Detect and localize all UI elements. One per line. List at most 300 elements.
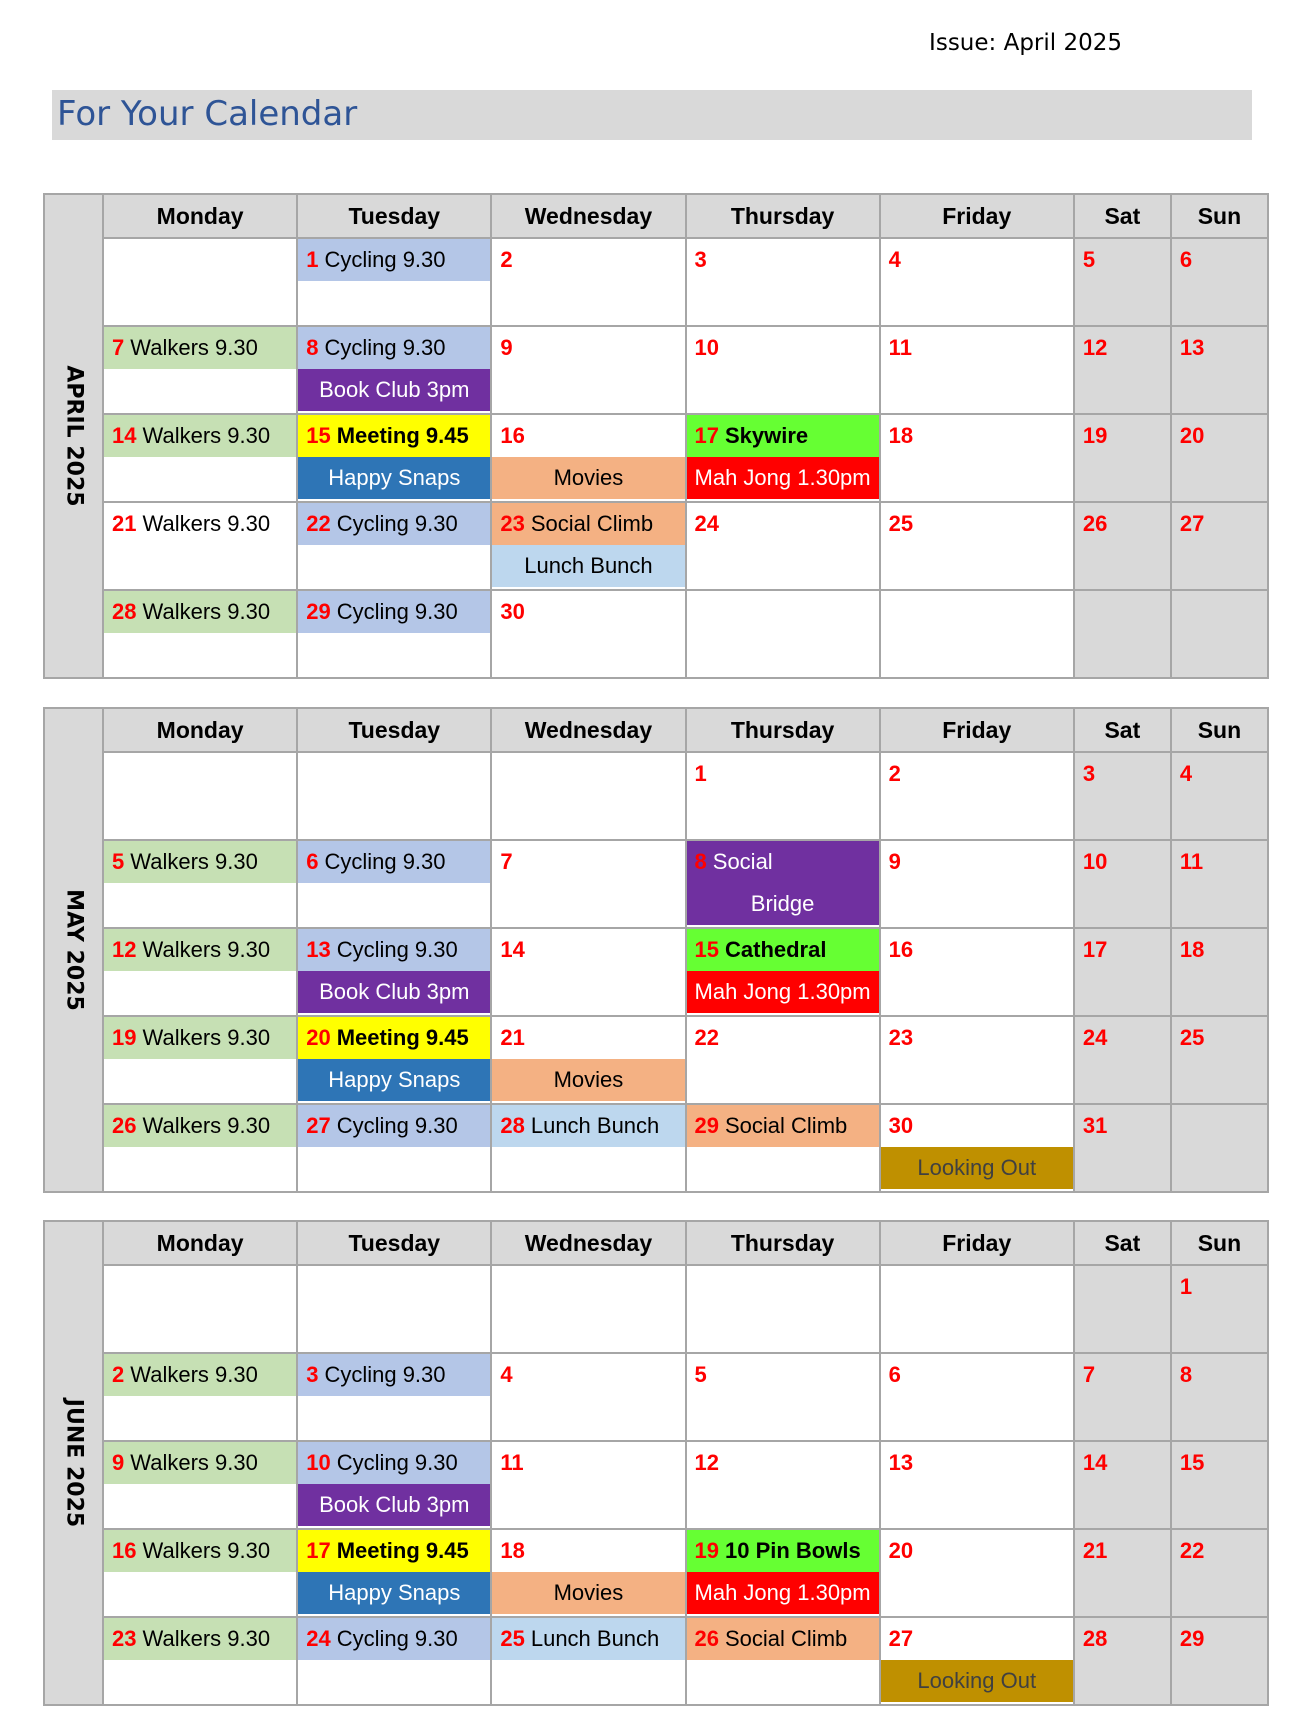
day-header-row	[44, 708, 1268, 752]
day-slot	[881, 1266, 1073, 1308]
event-label: Walkers 9.30	[142, 511, 271, 536]
event-label: Meeting 9.45	[336, 423, 469, 448]
event-entry	[298, 841, 490, 883]
day-number: 16	[888, 937, 914, 962]
day-cell	[297, 1617, 491, 1705]
event-label: Cycling 9.30	[336, 1113, 458, 1138]
day-cell	[1074, 502, 1171, 590]
day-slot	[1172, 1354, 1267, 1396]
day-cell	[880, 752, 1074, 840]
issue-label: Issue: April 2025	[929, 30, 1122, 56]
day-slot	[1075, 503, 1170, 545]
event-entry	[687, 929, 879, 971]
day-slot	[881, 929, 1073, 971]
day-cell	[103, 1617, 297, 1705]
day-cell	[1074, 238, 1171, 326]
day-cell	[297, 414, 491, 502]
day-slot	[1172, 1530, 1267, 1572]
day-number: 21	[112, 511, 137, 536]
month-label: JUNE 2025	[61, 1398, 87, 1528]
day-cell	[103, 502, 297, 590]
day-slot	[1172, 929, 1267, 971]
day-slot	[492, 327, 684, 369]
event-label: Cycling 9.30	[336, 1450, 458, 1475]
day-cell	[686, 1016, 880, 1104]
day-cell	[1171, 1441, 1268, 1529]
event-entry	[104, 1017, 296, 1059]
day-slot	[881, 503, 1073, 545]
day-cell	[686, 752, 880, 840]
day-number: 12	[1082, 335, 1108, 360]
event-label: Movies	[553, 465, 624, 490]
event-entry	[298, 1530, 490, 1572]
day-cell	[1074, 1529, 1171, 1617]
day-cell	[1074, 1016, 1171, 1104]
event-label: Movies	[553, 1067, 624, 1092]
day-number: 17	[694, 423, 719, 448]
day-slot	[1075, 1266, 1170, 1308]
day-cell	[491, 502, 685, 590]
day-header: Friday	[880, 708, 1074, 752]
day-slot	[881, 239, 1073, 281]
day-number: 19	[1082, 423, 1108, 448]
day-number: 7	[1082, 1362, 1096, 1387]
day-cell	[1074, 1265, 1171, 1353]
event-label: Walkers 9.30	[142, 1626, 271, 1651]
day-cell	[103, 928, 297, 1016]
day-number: 1	[1179, 1274, 1193, 1299]
day-slot	[1075, 1530, 1170, 1572]
event-entry	[298, 591, 490, 633]
day-cell	[297, 1265, 491, 1353]
day-cell	[880, 1617, 1074, 1705]
day-slot	[881, 841, 1073, 883]
day-number: 17	[1082, 937, 1108, 962]
day-cell	[1074, 1441, 1171, 1529]
day-cell	[491, 238, 685, 326]
day-number: 23	[500, 511, 525, 536]
day-number: 9	[112, 1450, 125, 1475]
day-cell	[491, 1104, 685, 1192]
day-slot	[881, 327, 1073, 369]
day-number: 20	[1179, 423, 1205, 448]
day-slot	[1172, 1017, 1267, 1059]
event-entry	[881, 1660, 1073, 1702]
event-label: Walkers 9.30	[142, 1113, 271, 1138]
day-number: 14	[500, 937, 525, 962]
day-number: 13	[888, 1450, 914, 1475]
day-number: 26	[1082, 511, 1108, 536]
calendar-month	[43, 193, 1269, 679]
day-cell	[880, 590, 1074, 678]
day-cell	[491, 1353, 685, 1441]
day-number: 4	[1179, 761, 1193, 786]
day-cell	[880, 1265, 1074, 1353]
day-header: Wednesday	[491, 194, 685, 238]
day-number: 29	[1179, 1626, 1205, 1651]
day-slot	[1172, 1105, 1267, 1147]
day-cell	[1074, 752, 1171, 840]
day-slot	[1075, 1442, 1170, 1484]
day-header: Sat	[1074, 708, 1171, 752]
calendar-month	[43, 1220, 1269, 1706]
day-number: 29	[306, 599, 331, 624]
event-entry	[492, 415, 684, 457]
day-cell	[1171, 840, 1268, 928]
day-cell	[491, 1441, 685, 1529]
day-header: Monday	[103, 1221, 297, 1265]
day-header: Thursday	[686, 1221, 880, 1265]
day-header: Friday	[880, 194, 1074, 238]
day-cell	[1171, 238, 1268, 326]
event-entry	[104, 929, 296, 971]
month-label: MAY 2025	[61, 889, 87, 1011]
day-slot	[687, 1017, 879, 1059]
day-cell	[297, 1016, 491, 1104]
day-header: Thursday	[686, 708, 880, 752]
day-slot	[687, 753, 879, 795]
day-number: 7	[112, 335, 125, 360]
day-slot	[492, 239, 684, 281]
event-label: Mah Jong 1.30pm	[694, 465, 871, 490]
title-bar	[52, 90, 1252, 140]
day-slot	[1075, 1618, 1170, 1660]
day-slot	[104, 753, 296, 795]
day-cell	[1171, 1529, 1268, 1617]
day-number: 23	[112, 1626, 137, 1651]
event-entry	[492, 545, 684, 587]
day-slot	[104, 1266, 296, 1308]
event-entry	[687, 841, 879, 883]
event-label: Walkers 9.30	[130, 1362, 258, 1387]
day-cell	[297, 928, 491, 1016]
day-cell	[103, 1104, 297, 1192]
day-cell	[297, 502, 491, 590]
event-label: Cycling 9.30	[336, 511, 458, 536]
day-header: Sat	[1074, 1221, 1171, 1265]
event-label: Cycling 9.30	[324, 1362, 446, 1387]
event-entry	[104, 1105, 296, 1147]
event-label: Cycling 9.30	[324, 335, 446, 360]
day-number: 24	[306, 1626, 331, 1651]
event-entry	[687, 1618, 879, 1660]
event-entry	[298, 1017, 490, 1059]
week-row	[44, 590, 1268, 678]
event-entry	[298, 503, 490, 545]
day-cell	[103, 238, 297, 326]
day-cell	[1074, 840, 1171, 928]
week-row	[44, 1016, 1268, 1104]
day-number: 18	[888, 423, 914, 448]
day-cell	[1074, 1353, 1171, 1441]
day-cell	[297, 590, 491, 678]
event-label: Lunch Bunch	[530, 1113, 660, 1138]
day-cell	[1074, 590, 1171, 678]
week-row	[44, 326, 1268, 414]
day-slot	[687, 591, 879, 633]
day-number: 26	[694, 1626, 719, 1651]
day-number: 28	[1082, 1626, 1108, 1651]
week-row	[44, 1353, 1268, 1441]
day-slot	[1075, 591, 1170, 633]
day-slot	[687, 1266, 879, 1308]
day-number: 15	[1179, 1450, 1205, 1475]
event-entry	[881, 1618, 1073, 1660]
week-row	[44, 502, 1268, 590]
day-number: 12	[694, 1450, 719, 1475]
day-cell	[1171, 414, 1268, 502]
day-cell	[1171, 928, 1268, 1016]
day-number: 15	[694, 937, 719, 962]
event-label: Looking Out	[917, 1155, 1037, 1180]
event-entry	[298, 239, 490, 281]
day-slot	[1075, 415, 1170, 457]
event-entry	[687, 1530, 879, 1572]
day-slot	[1075, 1017, 1170, 1059]
day-number: 6	[306, 849, 319, 874]
day-header: Wednesday	[491, 708, 685, 752]
day-cell	[1171, 1016, 1268, 1104]
event-label: Cycling 9.30	[336, 1626, 458, 1651]
day-slot	[1075, 327, 1170, 369]
event-entry	[104, 327, 296, 369]
event-entry	[298, 327, 490, 369]
day-number: 6	[1179, 247, 1193, 272]
day-slot	[687, 1442, 879, 1484]
day-slot	[492, 1354, 684, 1396]
week-row	[44, 1104, 1268, 1192]
day-cell	[1171, 502, 1268, 590]
day-cell	[297, 1441, 491, 1529]
day-number: 2	[112, 1362, 125, 1387]
day-cell	[686, 928, 880, 1016]
month-label-cell	[44, 1221, 103, 1705]
day-cell	[880, 1529, 1074, 1617]
day-cell	[491, 752, 685, 840]
day-slot	[298, 753, 490, 795]
day-slot	[881, 415, 1073, 457]
day-number: 2	[888, 761, 901, 786]
event-entry	[492, 1059, 684, 1101]
day-cell	[880, 414, 1074, 502]
day-cell	[297, 1529, 491, 1617]
day-cell	[686, 1104, 880, 1192]
day-cell	[1171, 1104, 1268, 1192]
day-cell	[103, 590, 297, 678]
day-number: 29	[694, 1113, 719, 1138]
day-cell	[1171, 1617, 1268, 1705]
event-label: Cycling 9.30	[324, 247, 446, 272]
day-cell	[491, 928, 685, 1016]
day-number: 4	[500, 1362, 513, 1387]
day-slot	[1172, 591, 1267, 633]
day-number: 8	[694, 849, 707, 874]
event-label: Walkers 9.30	[130, 335, 258, 360]
day-number: 16	[500, 423, 525, 448]
event-label: Lunch Bunch	[530, 1626, 660, 1651]
event-entry	[298, 1105, 490, 1147]
day-cell	[686, 1617, 880, 1705]
day-number: 25	[500, 1626, 525, 1651]
day-slot	[492, 841, 684, 883]
event-entry	[104, 841, 296, 883]
day-cell	[1074, 1104, 1171, 1192]
day-cell	[686, 1441, 880, 1529]
day-number: 5	[1082, 247, 1096, 272]
day-number: 11	[1179, 849, 1204, 874]
day-slot	[1075, 753, 1170, 795]
event-entry	[298, 1484, 490, 1526]
day-cell	[880, 840, 1074, 928]
day-header: Tuesday	[297, 708, 491, 752]
day-number: 5	[112, 849, 125, 874]
event-entry	[298, 1354, 490, 1396]
event-entry	[104, 1354, 296, 1396]
event-label: Social Climb	[725, 1113, 848, 1138]
event-label: Skywire	[725, 423, 809, 448]
day-cell	[686, 326, 880, 414]
day-slot	[1172, 415, 1267, 457]
event-entry	[492, 1572, 684, 1614]
day-number: 1	[306, 247, 319, 272]
event-label: Happy Snaps	[328, 1067, 461, 1092]
day-cell	[686, 414, 880, 502]
day-cell	[686, 1353, 880, 1441]
day-cell	[880, 502, 1074, 590]
day-number: 16	[112, 1538, 137, 1563]
month-label-cell	[44, 194, 103, 678]
event-label: Cycling 9.30	[324, 849, 446, 874]
day-slot	[881, 1354, 1073, 1396]
event-label: Meeting 9.45	[336, 1538, 469, 1563]
day-number: 10	[694, 335, 719, 360]
day-cell	[686, 1265, 880, 1353]
event-label: Cycling 9.30	[336, 937, 458, 962]
event-label: Movies	[553, 1580, 624, 1605]
day-slot	[1172, 753, 1267, 795]
day-slot	[492, 1266, 684, 1308]
day-number: 4	[888, 247, 901, 272]
day-number: 9	[500, 335, 513, 360]
week-row	[44, 752, 1268, 840]
day-header: Tuesday	[297, 1221, 491, 1265]
event-entry	[492, 457, 684, 499]
event-entry	[687, 971, 879, 1013]
day-number: 11	[500, 1450, 524, 1475]
day-number: 11	[888, 335, 912, 360]
week-row	[44, 1529, 1268, 1617]
event-entry	[298, 415, 490, 457]
day-slot	[687, 1354, 879, 1396]
day-number: 24	[694, 511, 719, 536]
event-entry	[104, 1530, 296, 1572]
day-number: 23	[888, 1025, 914, 1050]
day-header: Sun	[1171, 708, 1268, 752]
day-header: Sun	[1171, 194, 1268, 238]
day-number: 15	[306, 423, 331, 448]
day-cell	[1171, 1265, 1268, 1353]
day-number: 12	[112, 937, 137, 962]
day-cell	[103, 1016, 297, 1104]
day-cell	[491, 1617, 685, 1705]
event-entry	[687, 415, 879, 457]
day-number: 27	[1179, 511, 1205, 536]
day-slot	[1172, 1266, 1267, 1308]
day-number: 26	[112, 1113, 137, 1138]
day-cell	[1171, 1353, 1268, 1441]
day-number: 8	[1179, 1362, 1193, 1387]
day-cell	[1171, 752, 1268, 840]
event-label: Walkers 9.30	[130, 1450, 258, 1475]
day-number: 28	[112, 599, 137, 624]
day-cell	[686, 840, 880, 928]
day-number: 19	[112, 1025, 137, 1050]
event-entry	[687, 1105, 879, 1147]
day-cell	[491, 1265, 685, 1353]
day-slot	[1075, 1105, 1170, 1147]
day-cell	[297, 1104, 491, 1192]
event-label: Meeting 9.45	[336, 1025, 469, 1050]
day-number: 9	[888, 849, 901, 874]
day-slot	[492, 753, 684, 795]
event-entry	[492, 1618, 684, 1660]
event-label: Happy Snaps	[328, 1580, 461, 1605]
day-cell	[686, 1529, 880, 1617]
day-cell	[103, 414, 297, 502]
day-number: 20	[888, 1538, 914, 1563]
day-cell	[1074, 326, 1171, 414]
event-label: Walkers 9.30	[142, 599, 271, 624]
day-number: 2	[500, 247, 513, 272]
event-entry	[298, 369, 490, 411]
day-slot	[881, 1530, 1073, 1572]
week-row	[44, 840, 1268, 928]
calendar-month	[43, 707, 1269, 1193]
day-cell	[491, 1529, 685, 1617]
event-label: 10 Pin Bowls	[725, 1538, 861, 1563]
day-number: 18	[500, 1538, 525, 1563]
event-entry	[298, 1442, 490, 1484]
day-slot	[881, 591, 1073, 633]
event-label: Walkers 9.30	[142, 1025, 271, 1050]
day-number: 10	[1082, 849, 1108, 874]
day-header: Wednesday	[491, 1221, 685, 1265]
month-label-cell	[44, 708, 103, 1192]
day-number: 1	[694, 761, 707, 786]
day-number: 3	[1082, 761, 1096, 786]
day-number: 28	[500, 1113, 525, 1138]
event-entry	[298, 1059, 490, 1101]
event-label: Social Climb	[725, 1626, 848, 1651]
day-number: 31	[1082, 1113, 1108, 1138]
day-number: 5	[694, 1362, 707, 1387]
event-entry	[687, 457, 879, 499]
day-cell	[491, 590, 685, 678]
day-cell	[880, 238, 1074, 326]
day-slot	[881, 753, 1073, 795]
day-number: 8	[306, 335, 319, 360]
day-cell	[880, 928, 1074, 1016]
day-cell	[297, 326, 491, 414]
event-label: Walkers 9.30	[142, 423, 271, 448]
week-row	[44, 238, 1268, 326]
event-label: Book Club 3pm	[319, 1492, 470, 1517]
day-slot	[104, 239, 296, 281]
day-cell	[103, 840, 297, 928]
day-slot	[1075, 1354, 1170, 1396]
day-header: Friday	[880, 1221, 1074, 1265]
day-slot	[1172, 239, 1267, 281]
